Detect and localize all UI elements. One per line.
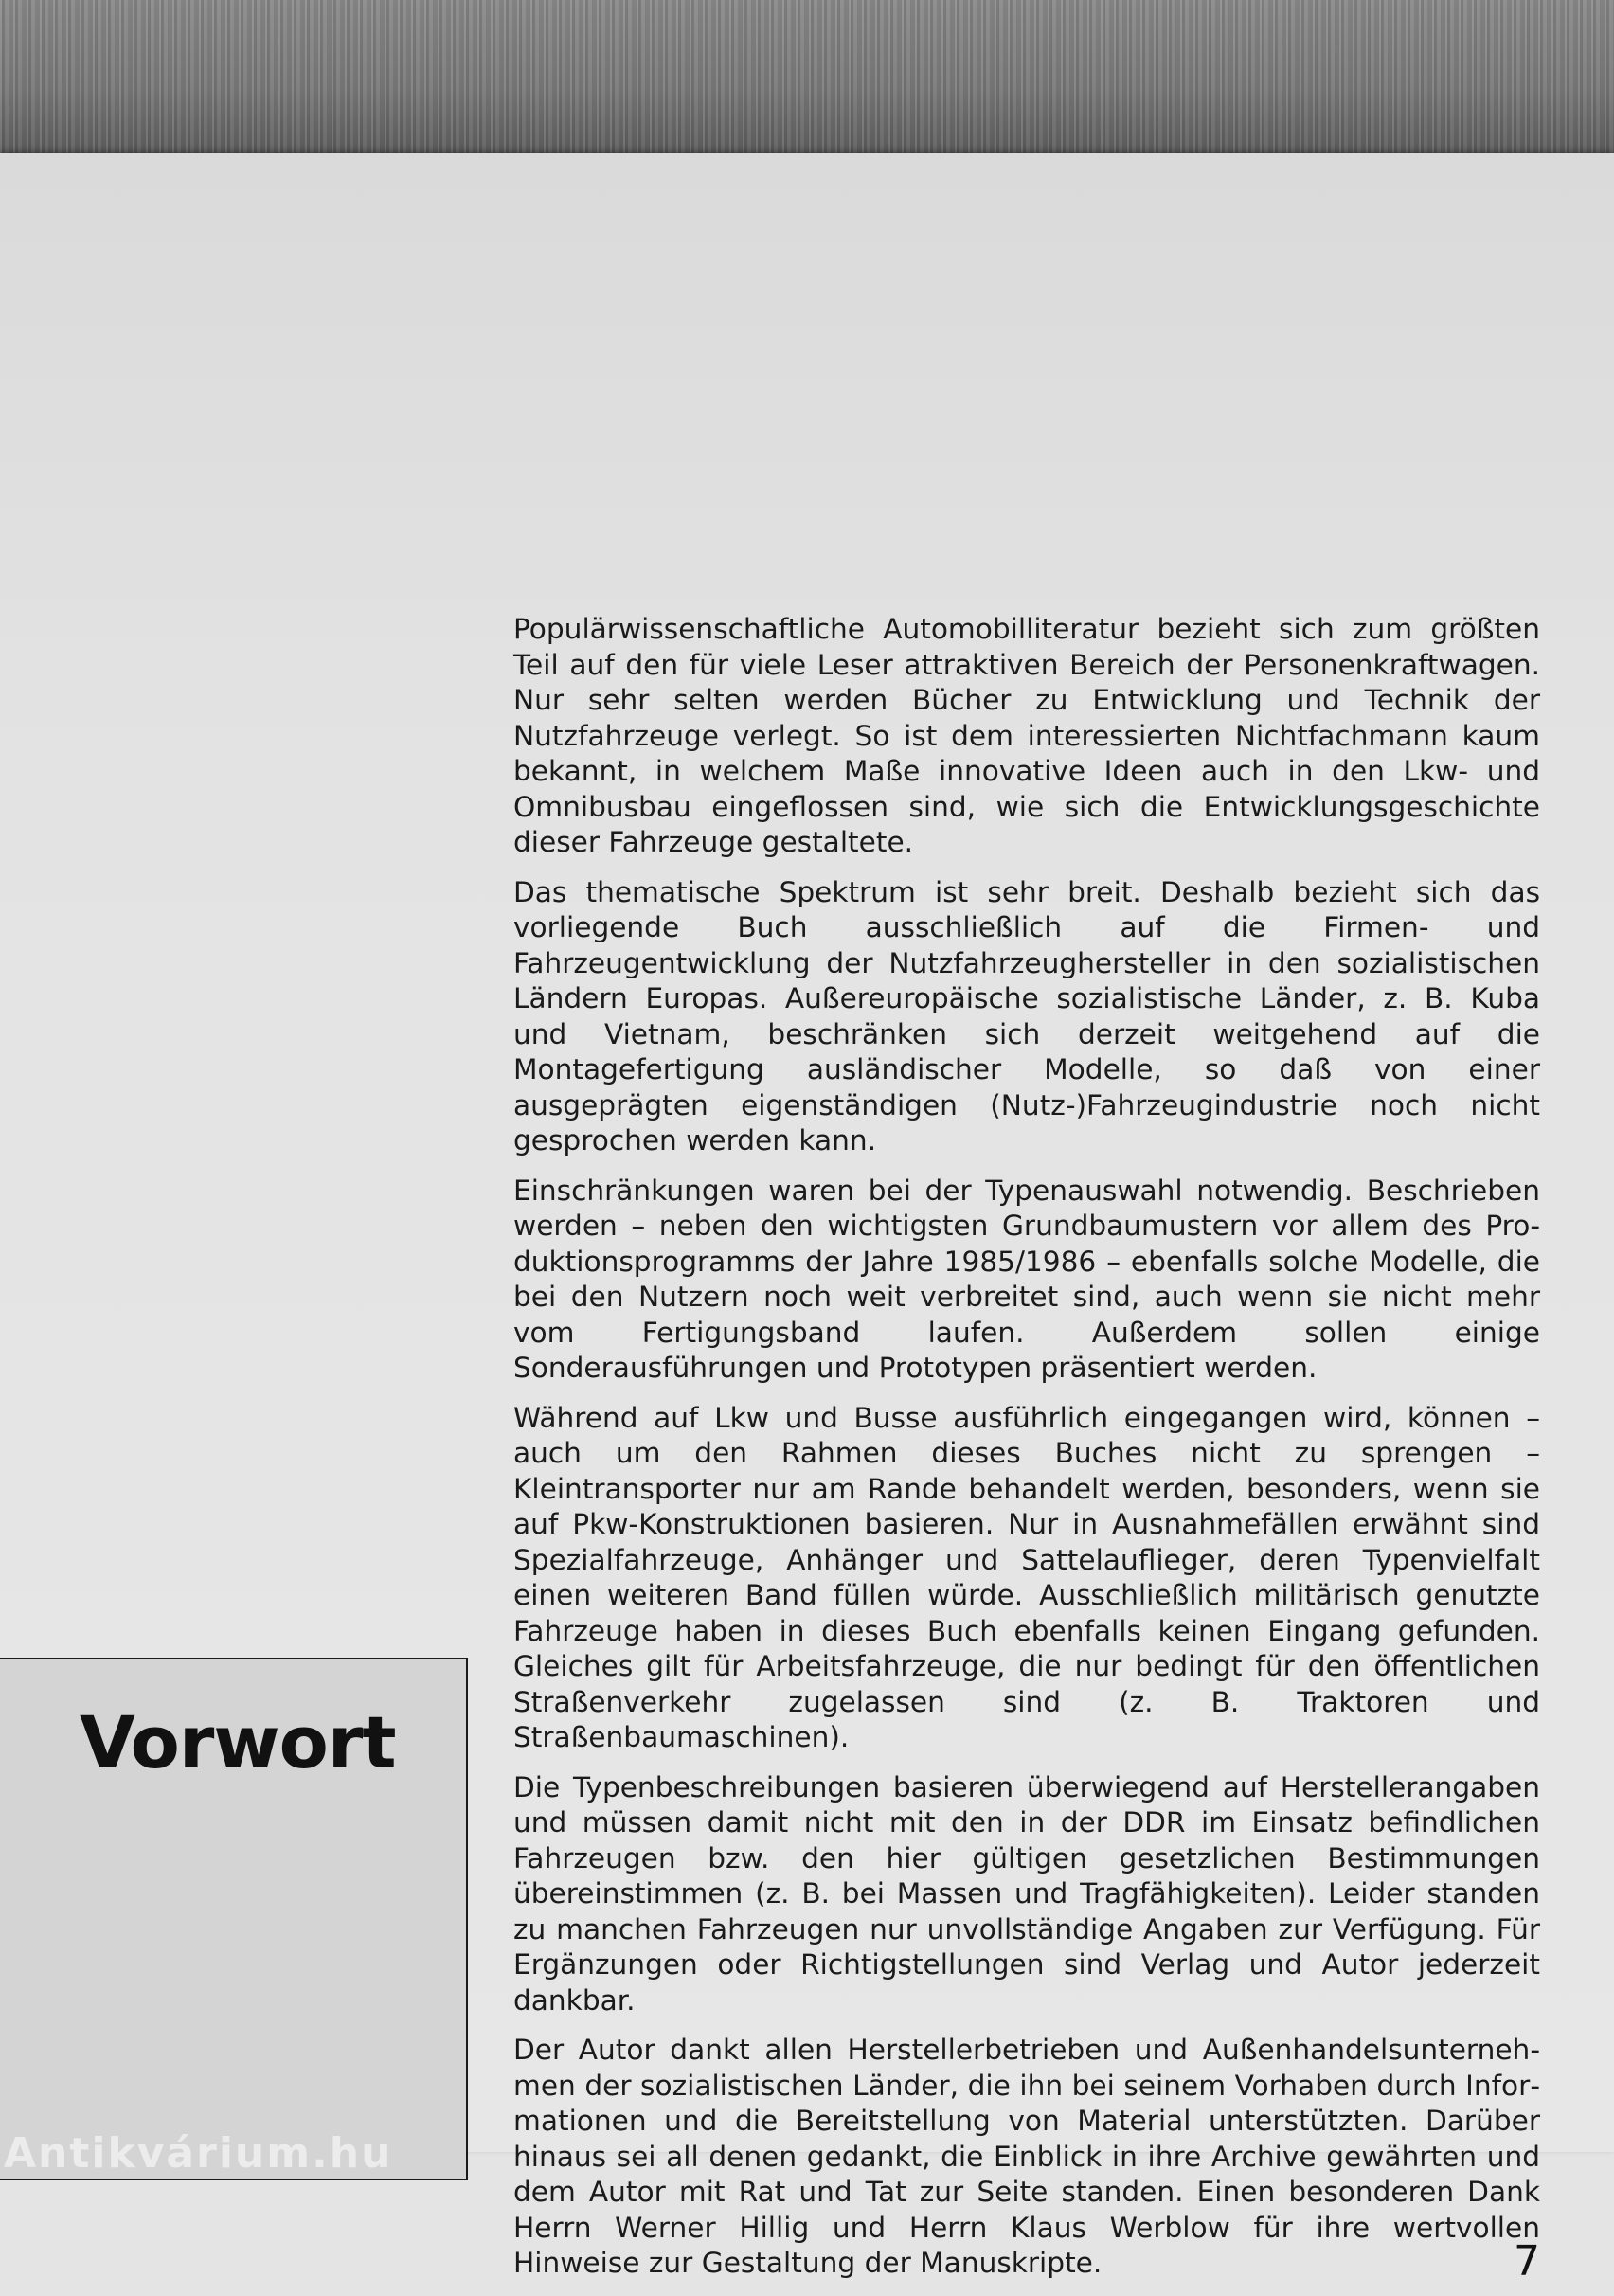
paragraph-3: Einschränkungen waren bei der Typenauswahl notwendig. Beschrieben werden – neben den wichtigsten Grundbaumustern vor allem des Produktionsprogramms der Jahre 1985/1986 – ebenfalls solche Modelle, die bei den Nutzern noch weit verbreitet sind, auch wenn sie nicht mehr vom Fertigungsband laufen. Außerdem sollen einige Sonderausführungen und Prototypen präsentiert werden. [513,1174,1540,1384]
heading-box [0,1658,468,2180]
paragraph-6: Der Autor dankt allen Herstellerbetrieben und Außenhandelsunternehmen der sozialistischen Länder, die ihn bei seinem Vorhaben durch Informationen und die Bereitstellung von Material unterstützten. Darüber hinaus sei all denen gedankt, die Einblick in ihre Archive gewährten und dem Autor mit Rat und Tat zur Seite standen. Einen besonderen Dank Herrn Werner Hillig und Herrn Klaus Werblow für ihre wertvollen Hinweise zur Gestaltung der Manuskripte. [513,2034,1540,2279]
watermark: Antikvárium.hu [4,2129,393,2178]
paragraph-4: Während auf Lkw und Busse ausführlich eingegangen wird, können – auch um den Rahmen dieses Buches nicht zu sprengen – Kleintransporter nur am Rande behandelt werden, besonders, wenn sie auf Pkw-Konstruktionen basieren. Nur in Ausnahmefällen erwähnt sind Spezialfahrzeuge, Anhänger und Sattelauflieger, deren Typenvielfalt einen weiteren Band füllen würde. Ausschließlich militärisch genutzte Fahrzeuge haben in dieses Buch ebenfalls keinen Eingang gefunden. Gleiches gilt für Arbeitsfahrzeuge, die nur bedingt für den öffentlichen Straßenverkehr zugelassen sind (z. B. Traktoren und Straßenbaumaschinen). [513,1401,1540,1753]
wooden-background [0,0,1614,161]
page-number: 7 [1514,2237,1540,2286]
paragraph-2: Das thematische Spektrum ist sehr breit. Deshalb bezieht sich das vorliegende Buch ausschließlich auf die Firmen- und Fahrzeugentwicklung der Nutzfahrzeughersteller in den sozialistischen Ländern Europas. Außereuropäische sozialistische Länder, z. B. Kuba und Vietnam, beschränken sich derzeit weitgehend auf die Montagefertigung ausländischer Modelle, so daß von einer ausgeprägten eigenständigen (Nutz-)Fahrzeugindustrie noch nicht gesprochen werden kann. [513,875,1540,1157]
paragraph-5: Die Typenbeschreibungen basieren überwiegend auf Herstellerangaben und müssen damit nicht mit den in der DDR im Einsatz befindlichen Fahrzeugen bzw. den hier gültigen gesetzlichen Bestimmungen übereinstimmen (z. B. bei Massen und Tragfähigkeiten). Leider standen zu manchen Fahrzeugen nur unvollständige Angaben zur Verfügung. Für Ergänzungen oder Richtigstellungen sind Verlag und Autor jederzeit dankbar. [513,1770,1540,2017]
page-title: Vorwort [80,1700,396,1785]
foreword-body [513,612,1540,2296]
paragraph-1: Populärwissenschaftliche Automobilliteratur bezieht sich zum größten Teil auf den für viele Leser attraktiven Bereich der Personenkraftwagen. Nur sehr selten werden Bücher zu Entwicklung und Technik der Nutzfahrzeuge verlegt. So ist dem interessierten Nichtfachmann kaum bekannt, in welchem Maße innovative Ideen auch in den Lkw- und Omnibusbau eingeflossen sind, wie sich die Entwicklungsgeschichte dieser Fahrzeuge gestaltete. [513,613,1540,858]
